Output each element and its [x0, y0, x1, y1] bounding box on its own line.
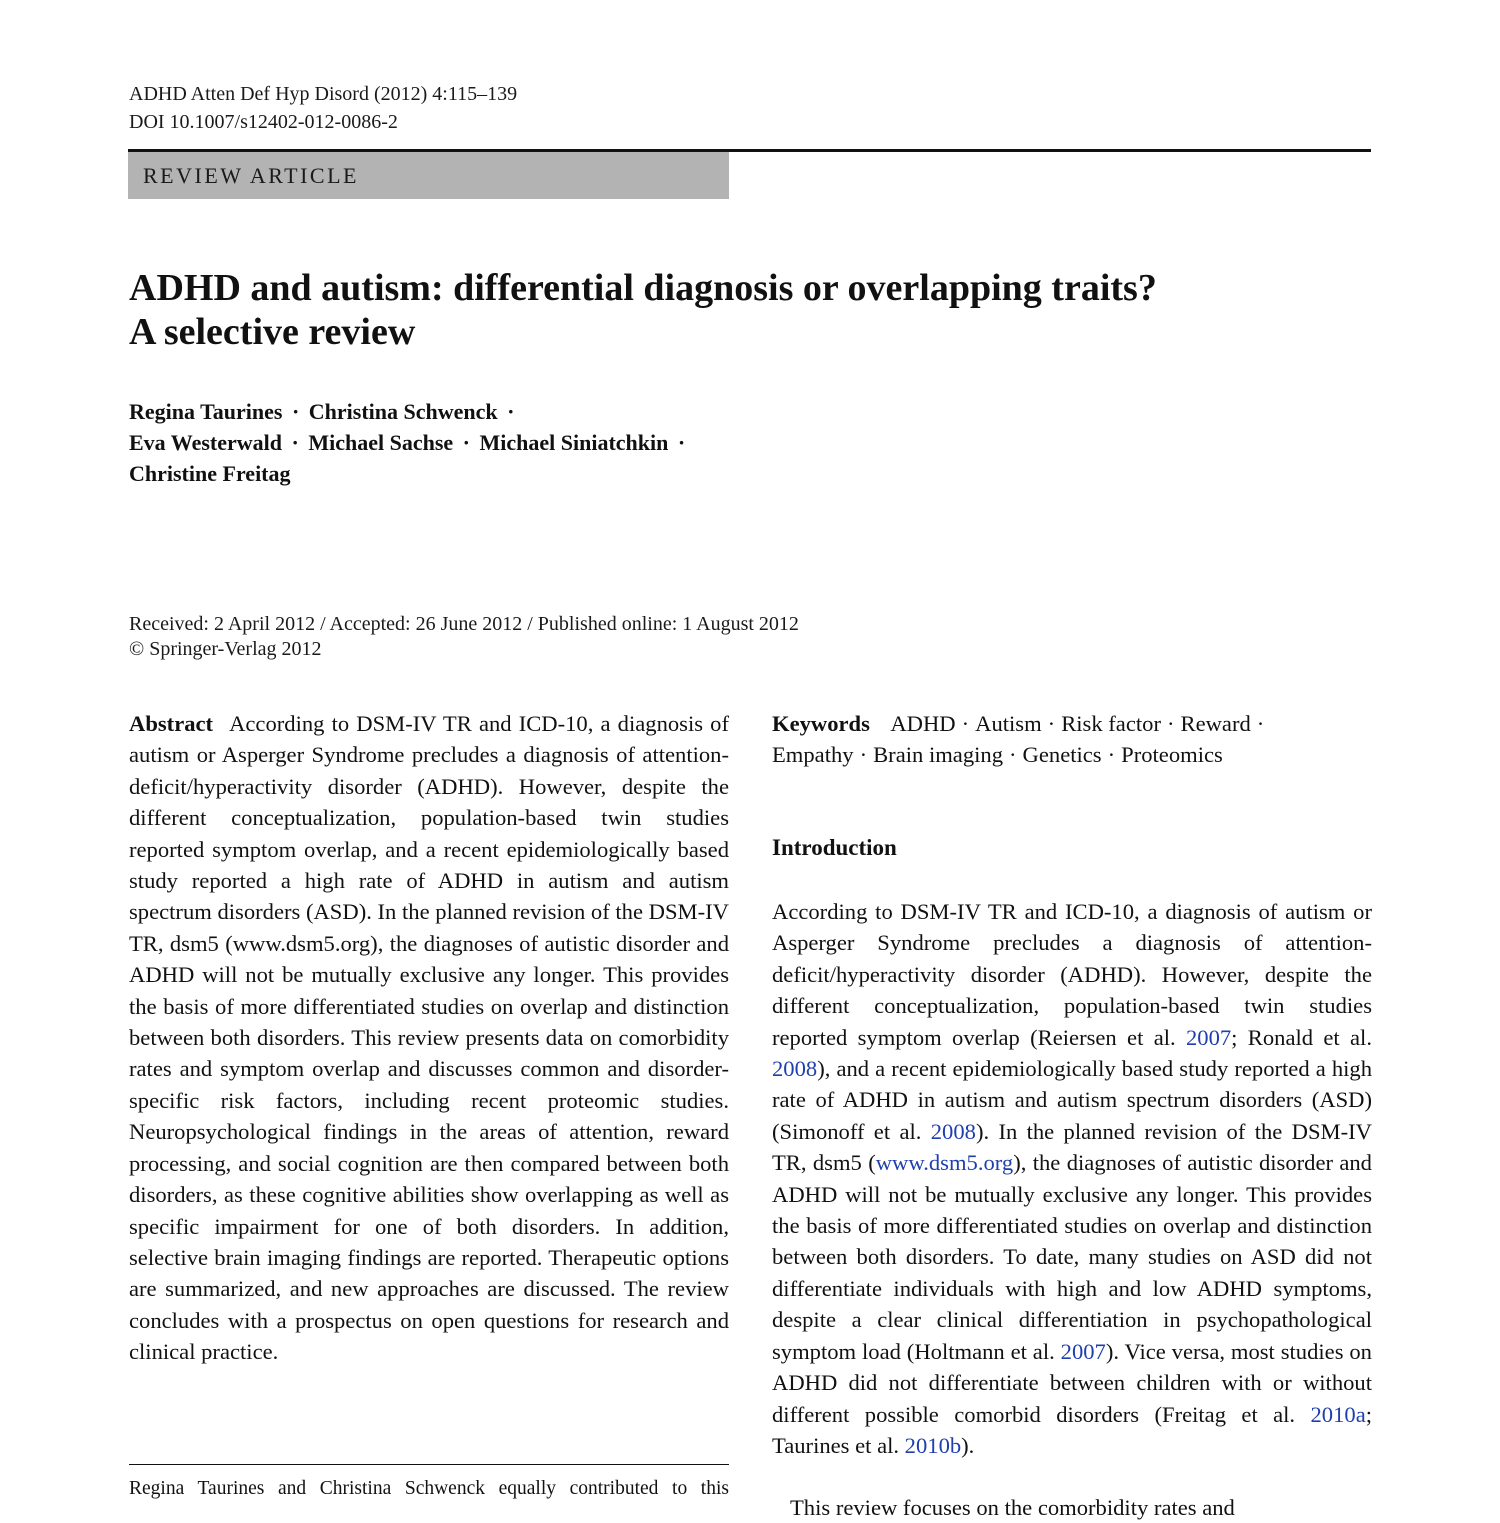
keyword-separator: ·: [961, 711, 970, 736]
citation-link[interactable]: 2007: [1185, 1024, 1232, 1050]
keyword: Proteomics: [1121, 742, 1223, 768]
keyword-separator: ·: [859, 742, 868, 768]
copyright-notice: © Springer-Verlag 2012: [129, 638, 322, 660]
keyword: Brain imaging: [873, 742, 1004, 768]
author-list: [129, 396, 689, 489]
author-name: Michael Sachse: [308, 430, 454, 455]
intro-text: ), the diagnoses of autistic disorder and ADHD will not be mutually exclusive any longer. This provides the basis of more differentiated studies on overlap and distinction between both disorders. To date, many studies on ASD did not differentiate individuals with high and low ADHD symptoms, despite a clear clinical differentiation in psychopathological symptom load (Holtmann et al.: [772, 1150, 1372, 1364]
next-paragraph-fragment: [772, 1492, 1372, 1520]
keyword-separator: ·: [1256, 711, 1265, 736]
article-title-line-1: ADHD and autism: differential diagnosis or overlapping traits?: [129, 267, 1157, 309]
intro-text: ), and a recent epidemiologically based study reported a high rate of ADHD in autism and autism spectrum disorders (ASD) (Simonoff et al.: [772, 1056, 1372, 1144]
author-separator: ·: [291, 399, 300, 424]
article-title-line-2: A selective review: [129, 311, 416, 353]
citation-link[interactable]: 2008: [772, 1056, 818, 1082]
keyword: ADHD: [890, 711, 956, 736]
author-separator: ·: [291, 430, 299, 455]
journal-citation: ADHD Atten Def Hyp Disord (2012) 4:115–139: [129, 83, 518, 105]
author-separator: ·: [677, 430, 686, 455]
abstract-label: Abstract: [129, 711, 214, 736]
author-name: Regina Taurines: [129, 399, 283, 424]
author-separator: ·: [462, 430, 470, 455]
intro-text: ).: [961, 1432, 975, 1458]
keyword-separator: ·: [1107, 742, 1116, 768]
keyword: Reward: [1180, 711, 1251, 736]
citation-link[interactable]: 2008: [930, 1118, 976, 1144]
keyword: Genetics: [1022, 742, 1102, 768]
article-type-label: REVIEW ARTICLE: [143, 163, 359, 188]
citation-link[interactable]: 2010a: [1310, 1401, 1366, 1427]
author-separator: ·: [507, 399, 515, 424]
author-line-3: [129, 458, 689, 489]
url-link[interactable]: www.dsm5.org: [875, 1150, 1014, 1176]
intro-text: ; Taurines et al.: [772, 1401, 1372, 1458]
citation-link[interactable]: 2007: [1060, 1338, 1106, 1364]
author-name: Eva Westerwald: [129, 430, 282, 455]
author-name: Christina Schwenck: [308, 399, 498, 424]
keyword: Risk factor: [1061, 711, 1161, 736]
introduction-heading: Introduction: [772, 835, 897, 860]
footnote: Regina Taurines and Christina Schwenck equally contributed to this: [129, 1478, 729, 1499]
author-line-1: [129, 396, 689, 427]
keywords-label: Keywords: [772, 711, 870, 736]
journal-doi: DOI 10.1007/s12402-012-0086-2: [129, 111, 398, 133]
keyword-separator: ·: [1009, 742, 1017, 768]
article-title: [129, 266, 1369, 354]
intro-text: ). Vice versa, most studies on ADHD did not differentiate between children with or without different possible comorbid disorders (Freitag et al.: [772, 1338, 1372, 1427]
keywords-list: [772, 708, 1372, 771]
intro-text: According to DSM-IV TR and ICD-10, a diagnosis of autism or Asperger Syndrome precludes a diagnosis of attention-deficit/hyperactivity disorder (ADHD). However, despite the different conceptualization, population-based twin studies reported symptom overlap (Reiersen et al.: [772, 899, 1372, 1050]
next-paragraph-text: This review focuses on the comorbidity rates and: [790, 1495, 1235, 1520]
publication-dates: [129, 612, 799, 662]
keyword-separator: ·: [1166, 711, 1175, 736]
author-name: Christine Freitag: [129, 461, 291, 486]
footnote-rule: [129, 1464, 729, 1465]
intro-text: ). In the planned revision of the DSM-IV TR, dsm5 (: [772, 1118, 1372, 1176]
keywords-block: [772, 708, 1372, 771]
intro-text: ; Ronald et al.: [1231, 1024, 1372, 1050]
abstract-block: [129, 708, 729, 1368]
keyword-separator: ·: [1047, 711, 1056, 736]
abstract-text: According to DSM-IV TR and ICD-10, a diagnosis of autism or Asperger Syndrome precludes a diagnosis of attention-deficit/hyperactivity disorder (ADHD). However, despite the different conceptualization, population-based twin studies reported symptom overlap, and a recent epidemiologically based study reported a high rate of ADHD in autism and autism spectrum disorders (ASD). In the planned revision of the DSM-IV TR, dsm5 (www.dsm5.org), the diagnoses of autistic disorder and ADHD will not be mutually exclusive any longer. This provides the basis of more differentiated studies on overlap and distinction between both disorders. This review presents data on comorbidity rates and symptom overlap and discusses common and disorder-specific risk factors, including recent proteomic studies. Neuropsychological findings in the areas of attention, reward processing, and social cognition are then compared between both disorders, as these cognitive abilities show overlapping as well as specific impairment for one of both disorders. In addition, selective brain imaging findings are reported. Therapeutic options are summarized, and new approaches are discussed. The review concludes with a prospectus on open questions for research and clinical practice.: [129, 711, 729, 1365]
author-name: Michael Siniatchkin: [479, 430, 669, 455]
keyword: Empathy: [772, 742, 854, 768]
received-accepted-published: Received: 2 April 2012 / Accepted: 26 June 2012 / Published online: 1 August 2012: [129, 613, 799, 635]
introduction-paragraph: [772, 896, 1372, 1461]
article-type-band: [128, 152, 729, 199]
author-line-2: [129, 427, 689, 458]
citation-link[interactable]: 2010b: [904, 1432, 962, 1458]
keyword: Autism: [975, 711, 1042, 736]
